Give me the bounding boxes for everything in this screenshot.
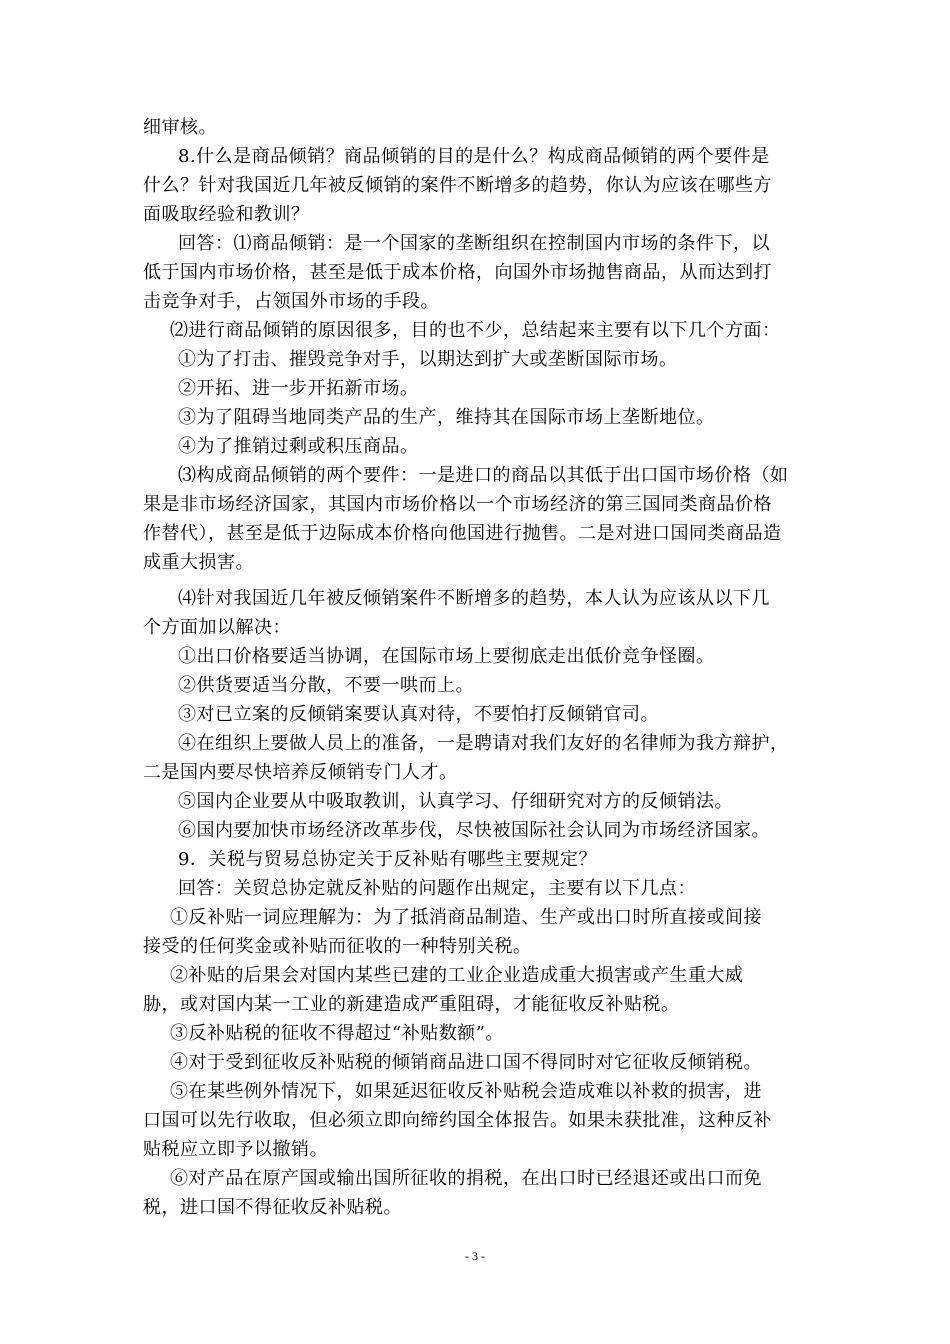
list-item: ①为了打击、摧毁竞争对手，以期达到扩大或垄断国际市场。 [178, 349, 678, 370]
text-line: 作替代），甚至是低于边际成本价格向他国进行抛售。二是对进口国同类商品造 [143, 523, 782, 544]
list-item: ④在组织上要做人员上的准备，一是聘请对我们友好的名律师为我方辩护， [178, 733, 789, 754]
list-item: ①反补贴一词应理解为：为了抵消商品制造、生产或出口时所直接或间接 [170, 907, 762, 928]
text-line: 胁，或对国内某一工业的新建造成严重阻碍，才能征收反补贴税。 [143, 994, 680, 1015]
answer-line: 回答：⑴商品倾销：是一个国家的垄断组织在控制国内市场的条件下，以 [178, 233, 770, 254]
text-line: 二是国内要尽快培养反倾销专门人才。 [143, 762, 458, 783]
list-item: ③对已立案的反倾销案要认真对待，不要怕打反倾销官司。 [178, 704, 659, 725]
text-line: 击竞争对手，占领国外市场的手段。 [143, 291, 439, 312]
list-item: ⑥对产品在原产国或输出国所征收的捐税，在出口时已经退还或出口而免 [170, 1168, 762, 1189]
list-item: ④为了推销过剩或积压商品。 [178, 436, 419, 457]
text-line: 接受的任何奖金或补贴而征收的一种特别关税。 [143, 936, 532, 957]
list-item: ②补贴的后果会对国内某些已建的工业企业造成重大损害或产生重大威 [170, 965, 744, 986]
list-item: ③为了阻碍当地同类产品的生产，维持其在国际市场上垄断地位。 [178, 407, 715, 428]
text-line: 个方面加以解决： [143, 617, 291, 638]
text-line: 成重大损害。 [143, 552, 254, 573]
text-line: 口国可以先行收取，但必须立即向缔约国全体报告。如果未获批准，这种反补 [143, 1110, 772, 1131]
list-item: ⑤在某些例外情况下，如果延迟征收反补贴税会造成难以补救的损害，进 [170, 1081, 762, 1102]
question-heading: 9．关税与贸易总协定关于反补贴有哪些主要规定？ [178, 849, 597, 870]
list-item: ②供货要适当分散，不要一哄而上。 [178, 675, 474, 696]
list-item: ②开拓、进一步开拓新市场。 [178, 378, 419, 399]
text-line: 细审核。 [143, 117, 217, 138]
list-item: ③反补贴税的征收不得超过“补贴数额”。 [170, 1023, 504, 1044]
text-line: 低于国内市场价格，甚至是低于成本价格，向国外市场抛售商品，从而达到打 [143, 262, 772, 283]
list-item: ①出口价格要适当协调，在国际市场上要彻底走出低价竞争怪圈。 [178, 646, 715, 667]
text-line: 果是非市场经济国家，其国内市场价格以一个市场经济的第三国同类商品价格 [143, 494, 772, 515]
text-line: ⑶构成商品倾销的两个要件：一是进口的商品以其低于出口国市场价格（如 [178, 465, 789, 486]
list-item: ⑤国内企业要从中吸取教训，认真学习、仔细研究对方的反倾销法。 [178, 791, 733, 812]
text-line: ⑷针对我国近几年被反倾销案件不断增多的趋势，本人认为应该从以下几 [178, 588, 770, 609]
question-heading: 8.什么是商品倾销？商品倾销的目的是什么？构成商品倾销的两个要件是 [178, 146, 770, 167]
text-line: 税，进口国不得征收反补贴税。 [143, 1197, 402, 1218]
text-line: ⑵进行商品倾销的原因很多，目的也不少，总结起来主要有以下几个方面： [170, 320, 781, 341]
text-line: 面吸取经验和教训？ [143, 204, 310, 225]
text-line: 什么？针对我国近几年被反倾销的案件不断增多的趋势，你认为应该在哪些方 [143, 175, 772, 196]
page-number: - 3 - [465, 1249, 485, 1263]
text-line: 贴税应立即予以撤销。 [143, 1139, 328, 1160]
list-item: ⑥国内要加快市场经济改革步伐，尽快被国际社会认同为市场经济国家。 [178, 820, 770, 841]
list-item: ④对于受到征收反补贴税的倾销商品进口国不得同时对它征收反倾销税。 [170, 1052, 762, 1073]
answer-line: 回答：关贸总协定就反补贴的问题作出规定，主要有以下几点： [178, 878, 696, 899]
